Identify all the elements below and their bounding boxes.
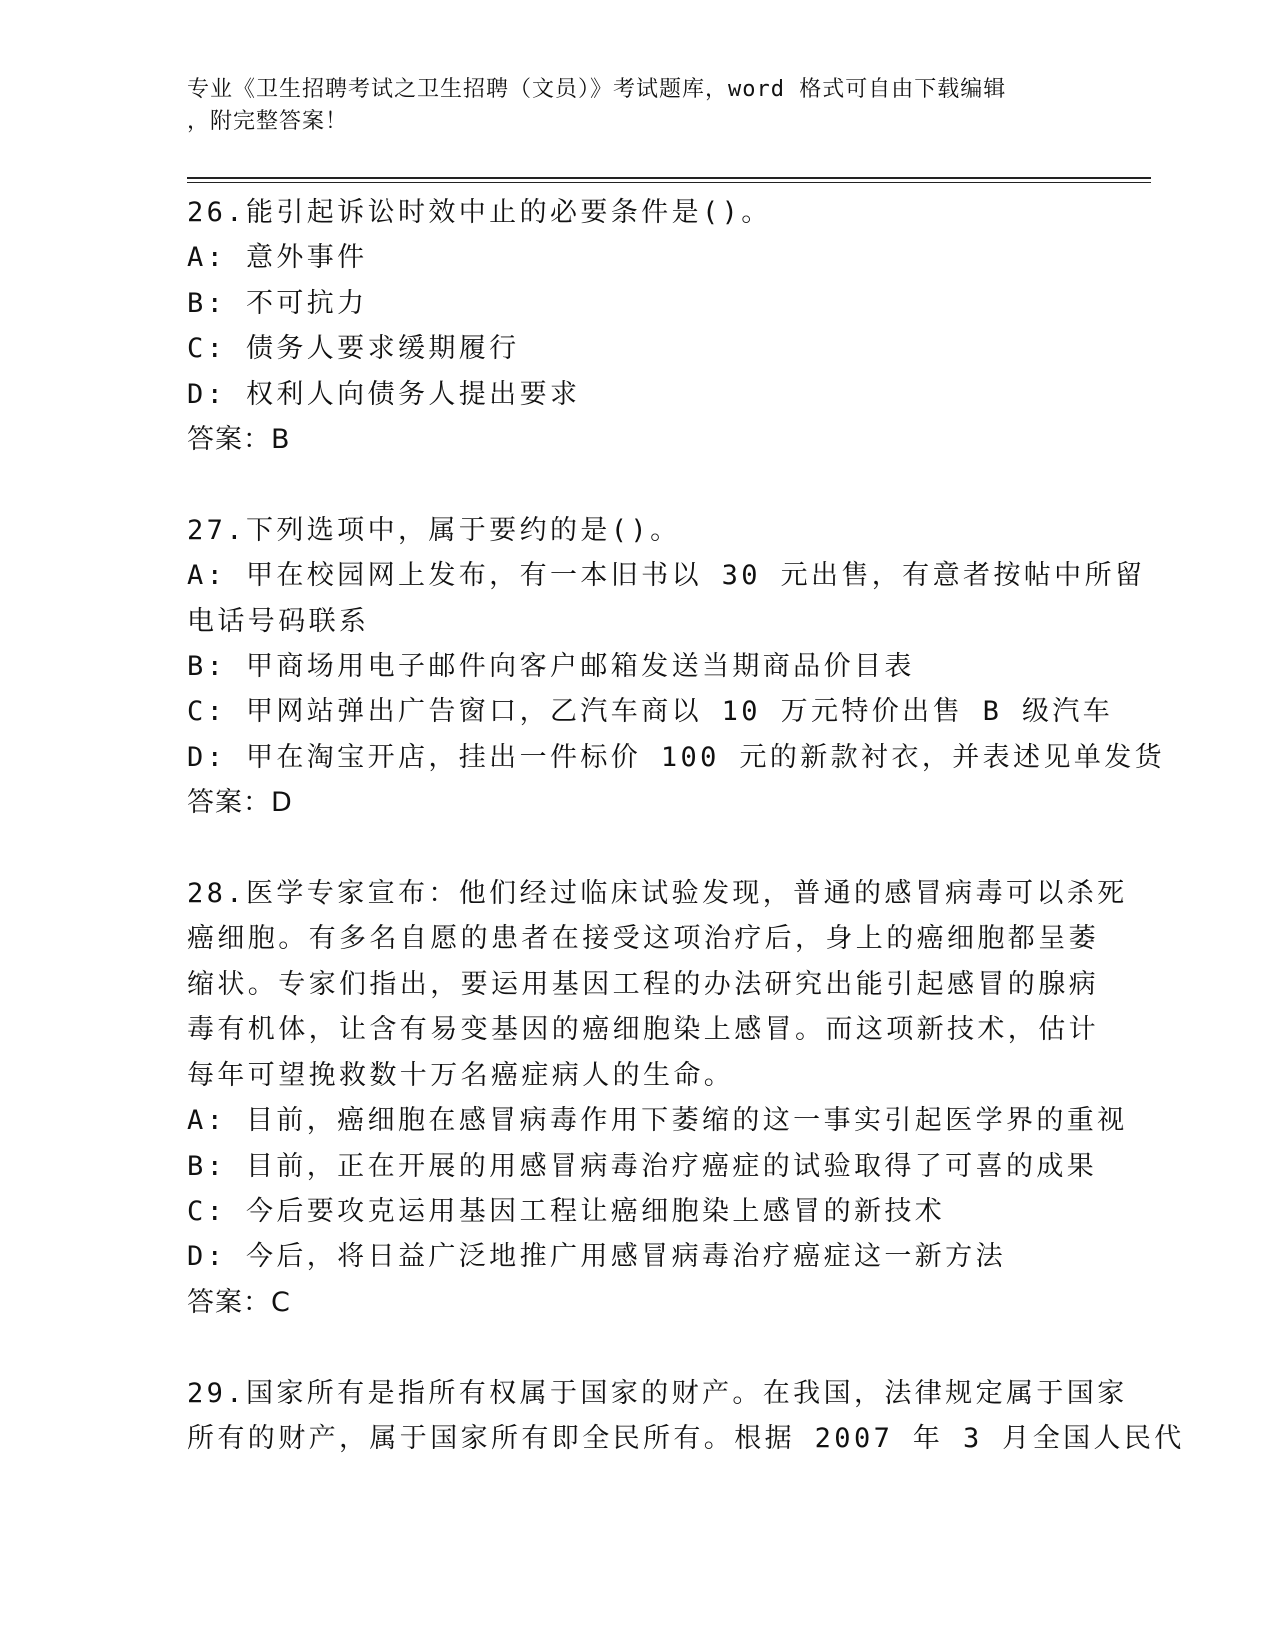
option-d: D: 权利人向债务人提出要求 (187, 378, 581, 410)
answer-line: 答案：B (187, 424, 291, 456)
document-header (187, 74, 1067, 138)
option-b: B: 不可抗力 (187, 287, 368, 319)
question-29 (187, 1371, 1185, 1462)
question-list (187, 190, 1185, 1461)
option-c: C: 甲网站弹出广告窗口，乙汽车商以 10 万元特价出售 B 级汽车 (187, 696, 1114, 728)
option-c: C: 债务人要求缓期履行 (187, 333, 520, 365)
spacer (187, 1325, 1087, 1370)
spacer (187, 826, 1087, 871)
question-stem: 26.能引起诉讼时效中止的必要条件是()。 (187, 197, 772, 228)
header-rule-thick (187, 177, 1151, 179)
question-26 (187, 190, 1087, 462)
option-d: D: 今后，将日益广泛地推广用感冒病毒治疗癌症这一新方法 (187, 1241, 1006, 1273)
answer-line: 答案：C (187, 1286, 291, 1318)
question-stem: 27.下列选项中，属于要约的是()。 (187, 514, 681, 546)
question-28 (187, 871, 1128, 1325)
option-a-continued: 电话号码联系 (187, 605, 370, 637)
option-b: B: 目前，正在开展的用感冒病毒治疗癌症的试验取得了可喜的成果 (187, 1150, 1098, 1182)
option-a: A: 意外事件 (187, 242, 368, 274)
option-a: A: 目前，癌细胞在感冒病毒作用下萎缩的这一事实引起医学界的重视 (187, 1105, 1128, 1137)
option-a: A: 甲在校园网上发布，有一本旧书以 30 元出售，有意者按帖中所留 (187, 560, 1146, 592)
option-c: C: 今后要攻克运用基因工程让癌细胞染上感冒的新技术 (187, 1195, 946, 1227)
question-stem: 28.医学专家宣布：他们经过临床试验发现，普通的感冒病毒可以杀死 (187, 878, 1128, 910)
question-stem-continued: 所有的财产，属于国家所有即全民所有。根据 2007 年 3 月全国人民代 (187, 1422, 1185, 1454)
header-line-1: 专业《卫生招聘考试之卫生招聘（文员）》考试题库，word 格式可自由下载编辑 (187, 77, 1007, 102)
spacer (187, 462, 1087, 507)
question-stem-continued: 缩状。专家们指出，要运用基因工程的办法研究出能引起感冒的腺病 (187, 968, 1099, 1000)
header-line-2: ，附完整答案！ (187, 109, 349, 134)
answer-line: 答案：D (187, 787, 293, 819)
question-stem-continued: 癌细胞。有多名自愿的患者在接受这项治疗后，身上的癌细胞都呈萎 (187, 923, 1099, 955)
option-d: D: 甲在淘宝开店，挂出一件标价 100 元的新款衬衣，并表述见单发货 (187, 741, 1166, 773)
question-stem-continued: 每年可望挽救数十万名癌症病人的生命。 (187, 1059, 735, 1091)
question-stem-continued: 毒有机体，让含有易变基因的癌细胞染上感冒。而这项新技术，估计 (187, 1014, 1099, 1046)
question-27 (187, 508, 1166, 826)
header-rule-thin (187, 182, 1151, 183)
option-b: B: 甲商场用电子邮件向客户邮箱发送当期商品价目表 (187, 651, 915, 683)
question-stem: 29.国家所有是指所有权属于国家的财产。在我国，法律规定属于国家 (187, 1377, 1128, 1409)
